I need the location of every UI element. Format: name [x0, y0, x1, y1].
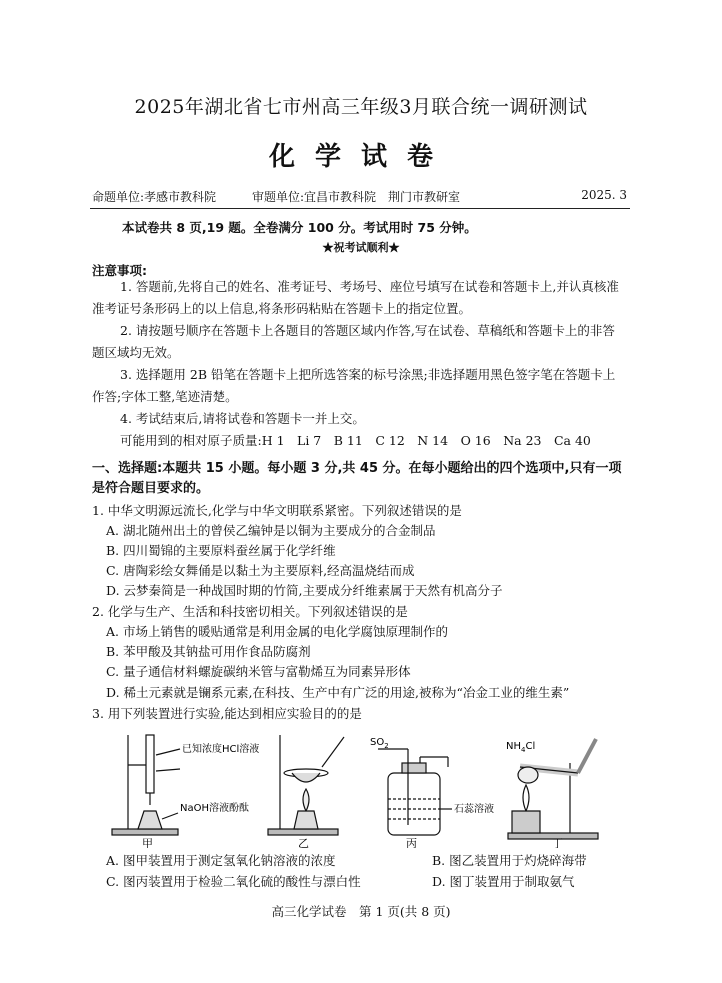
question-option: B. 图乙装置用于灼烧碎海带	[432, 853, 587, 868]
question-option: A. 湖北随州出土的曾侯乙编钟是以铜为主要成分的合金制品	[106, 523, 436, 538]
page-footer: 高三化学试卷 第 1 页(共 8 页)	[271, 904, 451, 919]
subject-title: 化学试卷	[268, 142, 453, 172]
atomic-masses: 可能用到的相对原子质量:H 1 Li 7 B 11 C 12 N 14 O 16 Na 23 Ca 40	[120, 433, 591, 448]
question-option: D. 稀土元素就是镧系元素,在科技、生产中有广泛的用途,被称为“冶金工业的维生素”	[106, 685, 570, 700]
section-heading: 一、选择题:本题共 15 小题。每小题 3 分,共 45 分。在每小题给出的四个选项中,只有一项是符合题目要求的。	[92, 461, 622, 496]
question-option: C. 图丙装置用于检验二氧化硫的酸性与漂白性	[106, 874, 361, 889]
label-bing: 丙	[406, 837, 417, 848]
reviewer: 审题单位:宜昌市教科院 荆门市教研室	[252, 190, 461, 204]
proposer: 命题单位:孝感市教科院	[92, 190, 217, 204]
notice-item: 4. 考试结束后,请将试卷和答题卡一并上交。	[120, 411, 365, 426]
apparatus-bing	[378, 749, 452, 835]
exam-units	[92, 188, 627, 205]
question-stem: 3. 用下列装置进行实验,能达到相应实验目的的是	[92, 706, 362, 721]
question-option: C. 量子通信材料螺旋碳纳米管与富勒烯互为同素异形体	[106, 664, 411, 679]
notice-item: 2. 请按题号顺序在答题卡上各题目的答题区域内作答,写在试卷、草稿纸和答题卡上的非答题区域均无效。	[92, 323, 615, 360]
question-stem: 1. 中华文明源远流长,化学与中华文明联系紧密。下列叙述错误的是	[92, 503, 462, 518]
header-rule	[90, 208, 630, 209]
notice-heading: 注意事项:	[92, 263, 147, 278]
apparatus-jia	[112, 735, 180, 835]
good-luck: ★祝考试顺利★	[322, 241, 400, 254]
exam-info: 本试卷共 8 页,19 题。全卷满分 100 分。考试用时 75 分钟。	[122, 220, 477, 235]
label-yi: 乙	[298, 837, 309, 848]
label-ding: 丁	[552, 837, 563, 848]
label-litmus: 石蕊溶液	[454, 804, 494, 815]
apparatus-figure	[108, 733, 628, 848]
exam-title: 2025年湖北省七市州高三年级3月联合统一调研测试	[134, 96, 588, 118]
question-option: A. 图甲装置用于测定氢氧化钠溶液的浓度	[106, 853, 336, 868]
question-stem: 2. 化学与生产、生活和科技密切相关。下列叙述错误的是	[92, 604, 408, 619]
question-option: D. 云梦秦简是一种战国时期的竹简,主要成分纤维素属于天然有机高分子	[106, 583, 503, 598]
question-option: C. 唐陶彩绘女舞俑是以黏土为主要原料,经高温烧结而成	[106, 563, 415, 578]
apparatus-ding	[508, 739, 598, 839]
notice-item: 1. 答题前,先将自己的姓名、准考证号、考场号、座位号填写在试卷和答题卡上,并认真核准准考证号条形码上的以上信息,将条形码粘贴在答题卡上的指定位置。	[92, 279, 619, 316]
question-option: A. 市场上销售的暖贴通常是利用金属的电化学腐蚀原理制作的	[106, 624, 448, 639]
label-hcl: 已知浓度HCl溶液	[182, 744, 260, 755]
notice-item: 3. 选择题用 2B 铅笔在答题卡上把所选答案的标号涂黑;非选择题用黑色签字笔在答题卡上作答;字体工整,笔迹清楚。	[92, 367, 616, 404]
question-option: B. 苯甲酸及其钠盐可用作食品防腐剂	[106, 644, 311, 659]
label-jia: 甲	[142, 837, 153, 848]
label-naoh: NaOH溶液酚酞	[180, 803, 249, 814]
apparatus-yi	[268, 735, 344, 835]
question-option: B. 四川蜀锦的主要原料蚕丝属于化学纤维	[106, 543, 336, 558]
label-so2: $SO_2$	[370, 737, 389, 750]
question-option: D. 图丁装置用于制取氨气	[432, 874, 575, 889]
label-nh4cl: $NH_4Cl$	[506, 741, 536, 754]
exam-date: 2025. 3	[581, 188, 627, 202]
